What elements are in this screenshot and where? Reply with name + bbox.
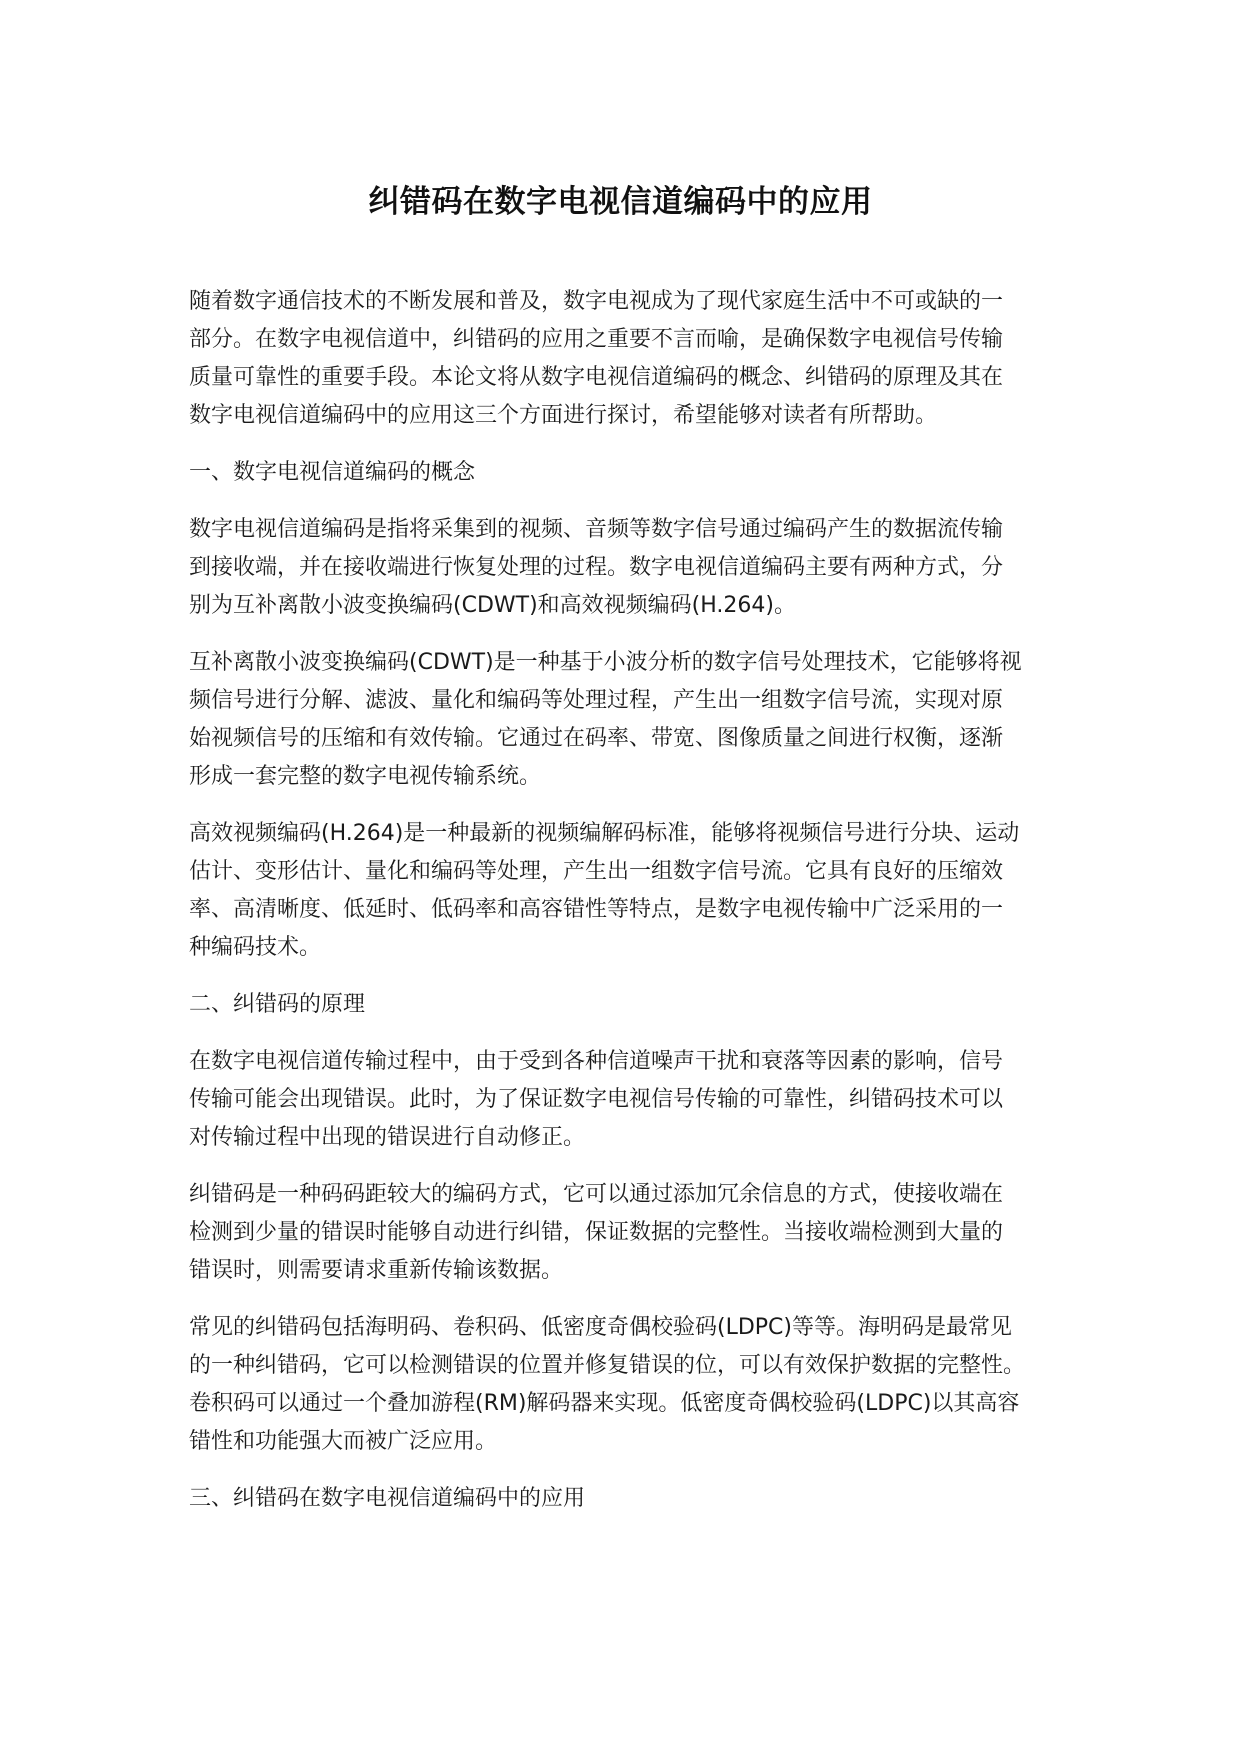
paragraph	[189, 1176, 1069, 1290]
paragraph-line: 部分。在数字电视信道中，纠错码的应用之重要不言而喻，是确保数字电视信号传输	[189, 327, 1004, 352]
paragraph-line: 数字电视信道编码是指将采集到的视频、音频等数字信号通过编码产生的数据流传输	[189, 517, 1004, 542]
paragraph-line: 率、高清晰度、低延时、低码率和高容错性等特点，是数字电视传输中广泛采用的一	[189, 897, 1004, 922]
paragraph-line: 到接收端，并在接收端进行恢复处理的过程。数字电视信道编码主要有两种方式，分	[189, 555, 1004, 580]
paragraph-line: 互补离散小波变换编码(CDWT)是一种基于小波分析的数字信号处理技术，它能够将视	[189, 650, 1022, 675]
paragraph-line: 始视频信号的压缩和有效传输。它通过在码率、带宽、图像质量之间进行权衡，逐渐	[189, 726, 1004, 751]
paragraph	[189, 644, 1069, 796]
paragraph-line: 错误时，则需要请求重新传输该数据。	[189, 1258, 564, 1283]
paragraph	[189, 1043, 1069, 1157]
paragraph-line: 形成一套完整的数字电视传输系统。	[189, 764, 542, 789]
paragraph	[189, 1309, 1069, 1461]
section-heading: 一、数字电视信道编码的概念	[189, 460, 476, 485]
paragraph-line: 对传输过程中出现的错误进行自动修正。	[189, 1125, 586, 1150]
section-heading: 二、纠错码的原理	[189, 992, 366, 1017]
paragraph-line: 数字电视信道编码中的应用这三个方面进行探讨，希望能够对读者有所帮助。	[189, 403, 938, 428]
paragraph	[189, 815, 1069, 967]
paragraph-line: 高效视频编码(H.264)是一种最新的视频编解码标准，能够将视频信号进行分块、运动	[189, 821, 1020, 846]
document-title: 纠错码在数字电视信道编码中的应用	[368, 184, 873, 220]
paragraph-line: 随着数字通信技术的不断发展和普及，数字电视成为了现代家庭生活中不可或缺的一	[189, 289, 1004, 314]
paragraph-line: 错性和功能强大而被广泛应用。	[189, 1429, 498, 1454]
paragraph-line: 别为互补离散小波变换编码(CDWT)和高效视频编码(H.264)。	[189, 593, 796, 618]
paragraph-line: 的一种纠错码，它可以检测错误的位置并修复错误的位，可以有效保护数据的完整性。	[189, 1353, 1026, 1378]
paragraph-line: 纠错码是一种码码距较大的编码方式，它可以通过添加冗余信息的方式，使接收端在	[189, 1182, 1004, 1207]
paragraph-line: 传输可能会出现错误。此时，为了保证数字电视信号传输的可靠性，纠错码技术可以	[189, 1087, 1004, 1112]
paragraph-line: 种编码技术。	[189, 935, 322, 960]
paragraph-line: 频信号进行分解、滤波、量化和编码等处理过程，产生出一组数字信号流，实现对原	[189, 688, 1004, 713]
document-body	[189, 283, 1069, 1537]
section-heading: 三、纠错码在数字电视信道编码中的应用	[189, 1486, 586, 1511]
paragraph-line: 卷积码可以通过一个叠加游程(RM)解码器来实现。低密度奇偶校验码(LDPC)以其高容	[189, 1391, 1020, 1416]
paragraph-line: 估计、变形估计、量化和编码等处理，产生出一组数字信号流。它具有良好的压缩效	[189, 859, 1004, 884]
paragraph	[189, 511, 1069, 625]
paragraph-line: 检测到少量的错误时能够自动进行纠错，保证数据的完整性。当接收端检测到大量的	[189, 1220, 1004, 1245]
paragraph-line: 常见的纠错码包括海明码、卷积码、低密度奇偶校验码(LDPC)等等。海明码是最常见	[189, 1315, 1012, 1340]
paragraph-line: 在数字电视信道传输过程中，由于受到各种信道噪声干扰和衰落等因素的影响，信号	[189, 1049, 1004, 1074]
paragraph-line: 质量可靠性的重要手段。本论文将从数字电视信道编码的概念、纠错码的原理及其在	[189, 365, 1004, 390]
paragraph	[189, 283, 1069, 435]
